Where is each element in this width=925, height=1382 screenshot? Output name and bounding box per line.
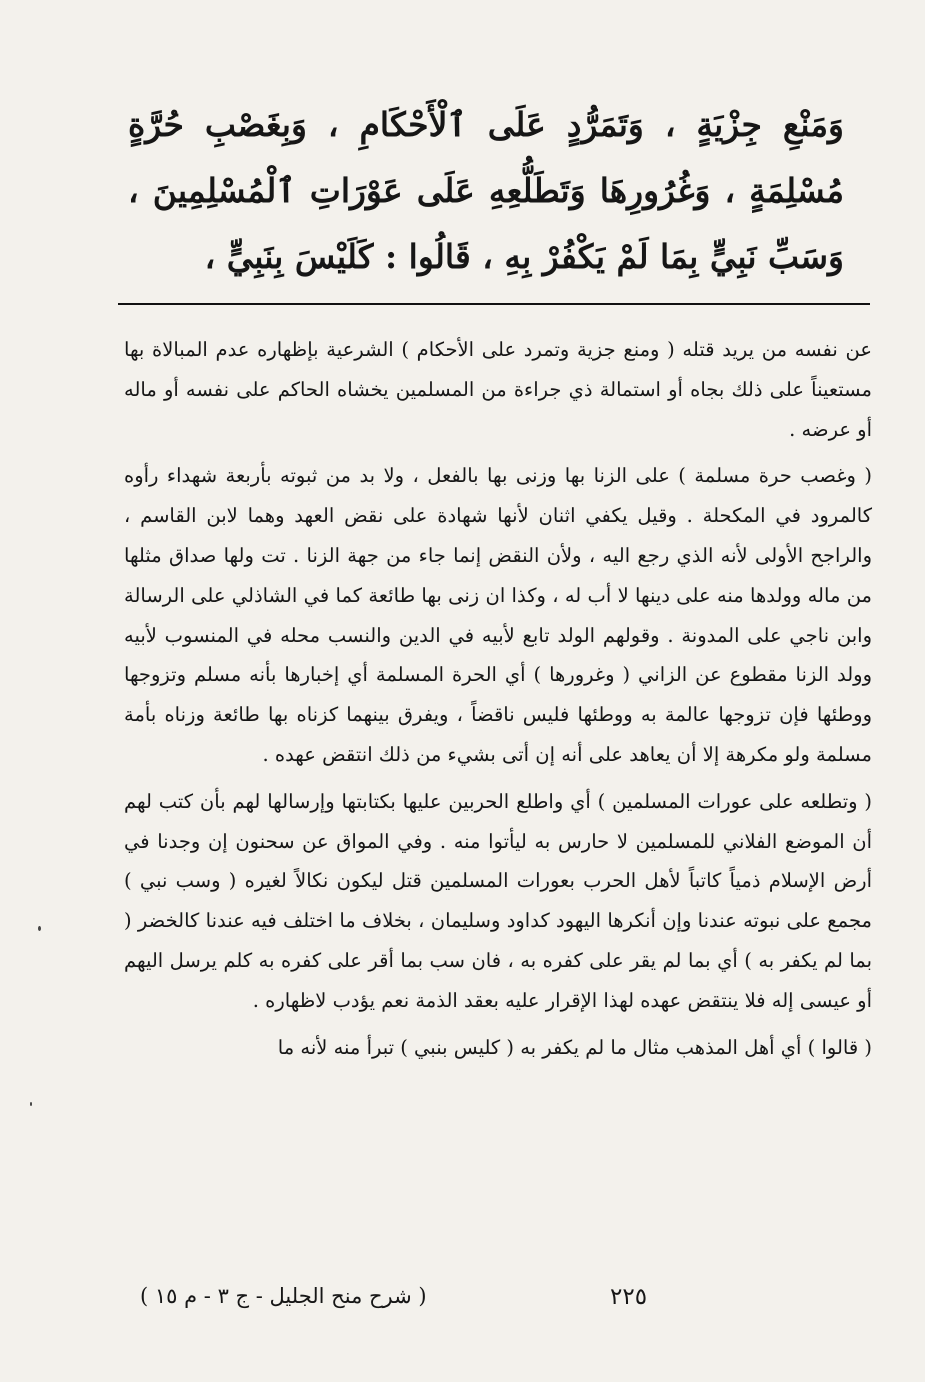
commentary-paragraph-3: ( وتطلعه على عورات المسلمين ) أي واطلع الحربين عليها بكتابتها وإرسالها لهم بأن كتب لهم أن الموضع الفلاني للمسلمين لا حارس به ليأتوا منه . وفي المواق عن سحنون إن وجدنا في أرض الإسلام ذمياً كاتباً لأهل الحرب بعورات المسلمين قتل ليكون نكالاً لغيره ( وسب نبي ) مجمع على نبوته عندنا وإن أنكرها اليهود كداود وسليمان ، بخلاف ما اختلف فيه عندنا كالخضر ( بما لم يكفر به ) أي بما لم يقر على كفره به ، فان سب بما أقر على كفره به كلم يرسل اليهم أو عيسى إله فلا ينتقض عهده لهذا الإقرار عليه بعقد الذمة نعم يؤدب لاظهاره . <box>124 789 872 1012</box>
matn-text-block <box>128 92 844 290</box>
commentary-paragraph-4: ( قالوا ) أي أهل المذهب مثال ما لم يكفر به ( كليس بنبي ) تبرأ منه لأنه ما <box>277 1035 872 1059</box>
page-footer <box>120 1284 870 1324</box>
scan-speck <box>30 1102 32 1106</box>
matn-paragraph: وَمَنْعِ جِزْيَةٍ ، وَتَمَرُّدٍ عَلَى ٱلْأَحْكَامِ ، وَبِغَصْبِ حُرَّةٍ مُسْلِمَةٍ ، وَغُرُورِهَا وَتَطَلُّعِهِ عَلَى عَوْرَاتِ ٱلْمُسْلِمِينَ ، وَسَبِّ نَبِيٍّ بِمَا لَمْ يَكْفُرْ بِهِ ، قَالُوا : كَلَيْسَ بِنَبِيٍّ ، <box>128 105 844 276</box>
sharh-commentary-block <box>124 330 872 1067</box>
commentary-paragraph-2: ( وغصب حرة مسلمة ) على الزنا بها وزنى بها بالفعل ، ولا بد من ثبوته بأربعة شهداء رأوه كالمرود في المكحلة . وقيل يكفي اثنان لأنها شهادة على نقض العهد وهما لابن القاسم ، والراجح الأولى لأنه الذي رجع اليه ، ولأن النقض إنما جاء من جهة الزنا . تت ولها صداق مثلها من ماله وولدها منه على دينها لا أب له ، وكذا ان زنى بها طائعة كما في الشاذلي على الرسالة وابن ناجي على المدونة . وقولهم الولد تابع لأبيه في الدين والنسب محله في المنسوب لأبيه وولد الزنا مقطوع عن الزاني ( وغرورها ) أي الحرة المسلمة أي إخبارها بأنه مسلم وتزوجها ووطئها فإن تزوجها عالمة به ووطئها فليس ناقضاً ، ويفرق بينهما كزناه بها طائعة وزناه بأمة مسلمة ولو مكرهة إلا أن يعاهد على أنه إن أتى بشيء من ذلك انتقض عهده . <box>124 464 872 766</box>
separator-rule <box>118 303 870 305</box>
page-number: ٢٢٥ <box>610 1284 648 1310</box>
commentary-paragraph-1: عن نفسه من يريد قتله ( ومنع جزية وتمرد على الأحكام ) الشرعية بإظهاره عدم المبالاة بها مستعيناً على ذلك بجاه أو استمالة ذي جراءة من المسلمين يخشاه الحاكم على نفسه أو ماله أو عرضه . <box>124 338 872 441</box>
book-reference: ( شرح منح الجليل - ج ٣ - م ١٥ ) <box>140 1284 427 1308</box>
scan-speck <box>38 926 41 931</box>
